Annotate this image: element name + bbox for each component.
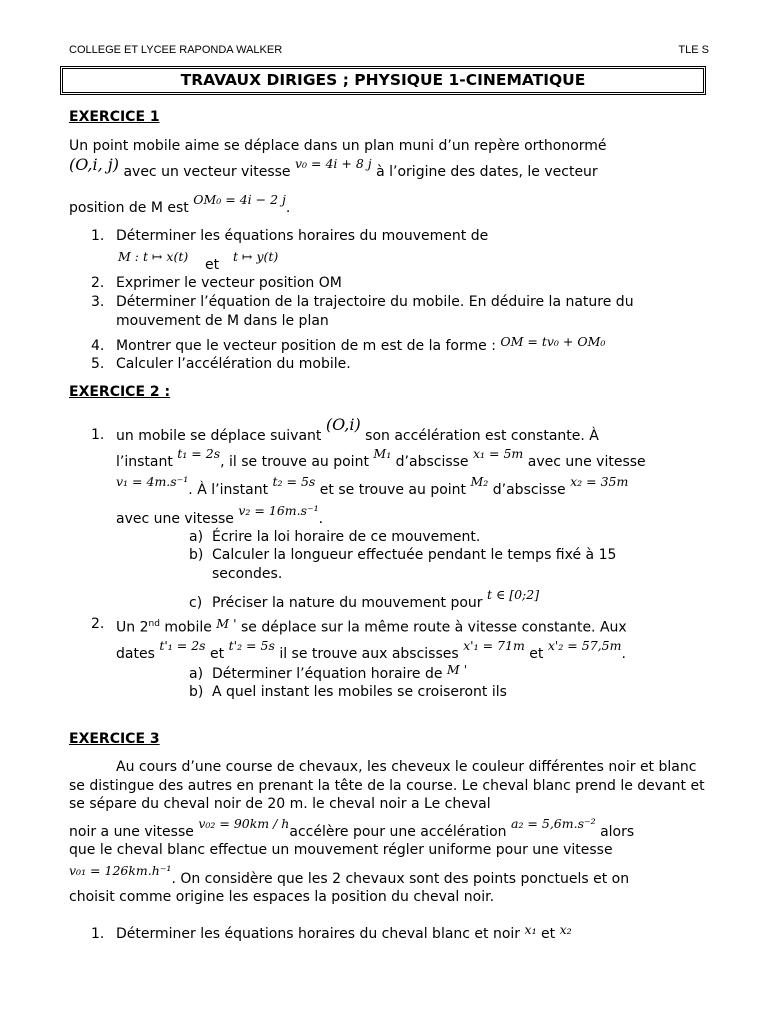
ex2-l3a: . À l’instant: [188, 482, 269, 498]
ex1-intro-2a: avec un vecteur vitesse: [123, 164, 291, 180]
ex2-l3c: d’abscisse: [492, 482, 566, 498]
ex1-q4-num: 4.: [91, 338, 105, 354]
ex1-q1-text: Déterminer les équations horaires du mouvement de: [116, 228, 489, 244]
document-page: [69, 0, 709, 1024]
ex3-line5: que le cheval blanc effectue un mouvement régler uniforme pour une vitesse: [69, 842, 613, 858]
x2-horse-formula: x₂: [559, 922, 572, 937]
ex1-q2-text: Exprimer le vecteur position OM: [116, 275, 342, 291]
ex1-intro-line1: Un point mobile aime se déplace dans un plan muni d’un repère orthonormé: [69, 138, 607, 154]
interval-formula: t ∈ [0;2]: [487, 587, 540, 602]
t1-formula: t₁ = 2s: [177, 446, 221, 461]
title-box: [60, 66, 706, 95]
ex2-p2a: dates: [116, 646, 155, 662]
ex2-l1b: son accélération est constante. À: [365, 428, 599, 444]
ex2-q1-line4-text: [116, 503, 709, 529]
ex1-title: EXERCICE 1: [69, 109, 160, 125]
ex2-frame-formula: (O,i): [325, 415, 361, 434]
m2-formula: M₂: [470, 474, 489, 489]
ex2-q1-line2-text: [116, 446, 709, 472]
document-title: TRAVAUX DIRIGES ; PHYSIQUE 1-CINEMATIQUE: [180, 71, 586, 89]
ex2-q1-num: 1.: [91, 427, 105, 443]
ex2-q2a-label: a): [189, 666, 204, 682]
ex2-l2c: d’abscisse: [395, 454, 469, 470]
ex2-l2d: avec une vitesse: [527, 454, 646, 470]
v2-formula: v₂ = 16m.s⁻¹: [238, 503, 319, 518]
mprime2-formula: M ': [446, 662, 468, 677]
ex2-b-text: Calculer la longueur effectuée pendant le temps fixé à 15 secondes.: [212, 547, 617, 582]
ex1-q4-text: Montrer que le vecteur position de m est de la forme :: [116, 338, 496, 354]
ex3-heading: [69, 730, 709, 749]
ex1-q5-text: Calculer l’accélération du mobile.: [116, 356, 351, 372]
ex2-l2a: l’instant: [116, 454, 173, 470]
ex2-q2b-text: A quel instant les mobiles se croiseront ils: [212, 684, 507, 700]
mprime-formula: M ': [216, 615, 237, 631]
y-of-t-formula: t ↦ y(t): [233, 249, 279, 264]
ex1-intro-line2: [69, 155, 709, 182]
ex3-q1-num: 1.: [91, 926, 105, 942]
ex2-c-line: [212, 587, 709, 613]
ex2-q1-line3-text: [116, 474, 709, 500]
ex1-intro-2b: à l’origine des dates, le vecteur: [376, 164, 598, 180]
ex2-q2-line1-text: [116, 615, 709, 637]
ex2-q2-num: 2.: [91, 616, 105, 632]
ex3-line4: [69, 816, 709, 842]
ex1-intro-3b: .: [285, 200, 291, 216]
v01-formula: v₀₁ = 126km.h⁻¹: [69, 863, 172, 878]
ex2-p1sup: nd: [148, 619, 160, 629]
ex3-p4: . On considère que les 2 chevaux sont des points ponctuels et on: [171, 871, 630, 887]
ex1-q4-line: [116, 334, 709, 356]
ex1-intro-3a: position de M est: [69, 200, 189, 216]
m1-formula: M₁: [373, 446, 392, 461]
ex1-q1-et: et: [205, 257, 220, 273]
ex3-line7: choisit comme origine les espaces la position du cheval noir.: [69, 889, 495, 905]
ex2-c-label: c): [189, 595, 203, 611]
ex2-l4a: avec une vitesse: [116, 511, 234, 527]
frame-formula: (O,i, j): [69, 155, 119, 174]
ex3-q1-text: Déterminer les équations horaires du cheval blanc et noir: [116, 926, 521, 942]
ex2-heading: [69, 383, 709, 402]
ex2-q1-line1-text: [116, 415, 709, 446]
ex1-q5-num: 5.: [91, 356, 105, 372]
ex2-a-label: a): [189, 529, 204, 545]
ex2-l2b: , il se trouve au point: [220, 454, 369, 470]
school-name: COLLEGE ET LYCEE RAPONDA WALKER: [69, 44, 283, 56]
ex3-paragraph: Au cours d’une course de chevaux, les cheveux le couleur différentes noir et blanc se distingue des autres en prenant la tête de la course. Le cheval blanc prend le devant et se sépare du cheval noir de 20 m. le cheval noir a Le cheval: [69, 759, 705, 812]
a2-formula: a₂ = 5,6m.s⁻²: [511, 816, 596, 831]
v1-formula: v₁ = 4m.s⁻¹: [116, 474, 189, 489]
v02-formula: v₀₂ = 90km / h: [198, 816, 290, 831]
ex3-line6: [69, 863, 709, 889]
x2-formula: x₂ = 35m: [570, 474, 629, 489]
ex2-b-label: b): [189, 547, 204, 563]
ex2-p1c: se déplace sur la même route à vitesse constante. Aux: [240, 619, 627, 636]
ex3-p2c: alors: [600, 824, 635, 840]
x1prime-formula: x'₁ = 71m: [463, 638, 525, 653]
ex2-p2c: il se trouve aux abscisses: [279, 646, 459, 662]
ex1-q1-num: 1.: [91, 228, 105, 244]
ex2-p1a: Un 2: [116, 619, 149, 636]
x2prime-formula: x'₂ = 57,5m: [547, 638, 622, 653]
ex3-p2b: accélère pour une accélération: [289, 824, 507, 840]
t2-formula: t₂ = 5s: [272, 474, 316, 489]
ex2-l3b: et se trouve au point: [319, 482, 467, 498]
om-formula: OM = tv₀ + OM₀: [500, 334, 606, 349]
ex2-q2a-line: [212, 662, 709, 684]
t1prime-formula: t'₁ = 2s: [159, 638, 206, 653]
ex3-p2a: noir a une vitesse: [69, 824, 194, 840]
ex2-q2b-label: b): [189, 684, 204, 700]
x1-formula: x₁ = 5m: [473, 446, 524, 461]
x1-horse-formula: x₁: [524, 922, 537, 937]
ex2-q2a-text: Déterminer l’équation horaire de: [212, 666, 443, 682]
ex2-l1a: un mobile se déplace suivant: [116, 428, 322, 444]
ex1-intro-line3: [69, 192, 709, 218]
x-of-t-formula: M : t ↦ x(t): [118, 249, 189, 264]
ex2-l4b: .: [318, 511, 324, 527]
ex2-c-text: Préciser la nature du mouvement pour: [212, 595, 483, 611]
ex3-q1-line: [116, 922, 709, 944]
t2prime-formula: t'₂ = 5s: [228, 638, 275, 653]
ex2-p1b: mobile: [159, 619, 212, 636]
ex2-p2d: et: [529, 646, 544, 662]
ex2-q2-line2-text: [116, 638, 709, 664]
class-level: TLE S: [678, 44, 709, 56]
ex3-title: EXERCICE 3: [69, 731, 160, 747]
ex2-title: EXERCICE 2 :: [69, 384, 171, 400]
ex1-q3-text: Déterminer l’équation de la trajectoire du mobile. En déduire la nature du mouvement de M dans le plan: [116, 294, 634, 329]
ex1-heading: [69, 108, 709, 127]
ex1-q2-num: 2.: [91, 275, 105, 291]
ex2-a-text: Écrire la loi horaire de ce mouvement.: [212, 529, 481, 545]
v0-formula: v₀ = 4i + 8 j: [294, 156, 372, 171]
ex1-q3-num: 3.: [91, 294, 105, 310]
ex2-p2b: et: [210, 646, 225, 662]
ex3-q1-et: et: [541, 926, 556, 942]
ex2-p2e: .: [621, 646, 626, 662]
om0-formula: OM₀ = 4i − 2 j: [193, 192, 286, 207]
